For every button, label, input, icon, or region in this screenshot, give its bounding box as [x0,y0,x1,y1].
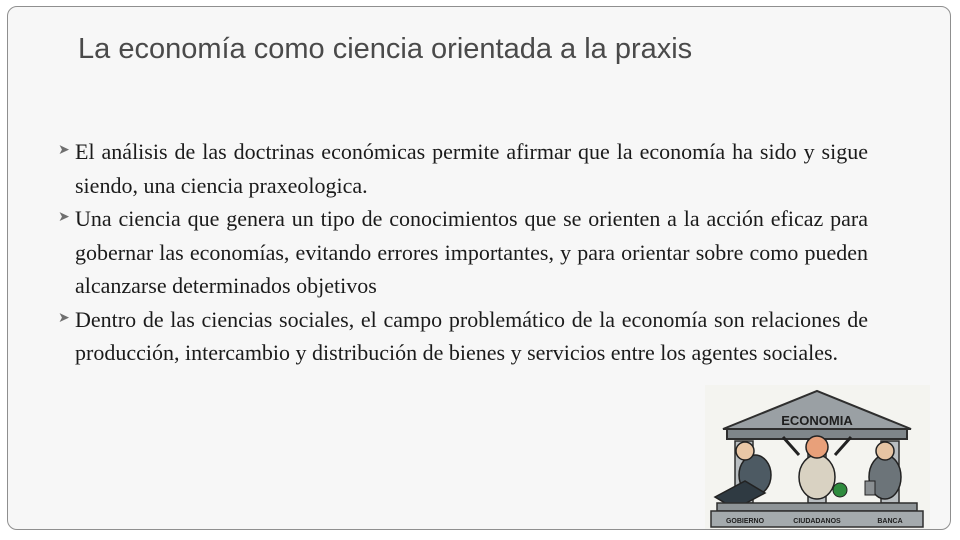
slide-title: La economía como ciencia orientada a la praxis [78,33,693,65]
bullet-item [58,135,868,202]
pillar-label-ciudadanos: CIUDADANOS [793,518,841,525]
bullet-item [58,303,868,370]
bullet-text: El análisis de las doctrinas económicas permite afirmar que la economía ha sido y sigue siendo, una ciencia praxeologica. [75,139,868,198]
bullet-text: Dentro de las ciencias sociales, el campo problemático de la economía son relaciones de producción, intercambio y distribución de bienes y servicios entre los agentes sociales. [75,306,868,365]
economy-temple-cartoon [705,385,930,529]
arrow-bullet-icon: ➤ [58,210,70,225]
pediment-text: ECONOMIA [781,413,853,428]
bullet-text: Una ciencia que genera un tipo de conocimientos que se orienten a la acción eficaz para gobernar las economías, evitando errores importantes, y para orientar sobre como pueden alcanzarse determinados objetivos [75,206,868,298]
arrow-bullet-icon: ➤ [58,310,70,326]
arrow-bullet-icon: ➤ [58,143,70,158]
bullet-list [58,135,868,370]
pillar-label-gobierno: GOBIERNO [725,518,765,525]
temple-step-top [717,503,917,511]
pillar-label-banca: BANCA [877,518,903,525]
bullet-item [58,202,868,303]
